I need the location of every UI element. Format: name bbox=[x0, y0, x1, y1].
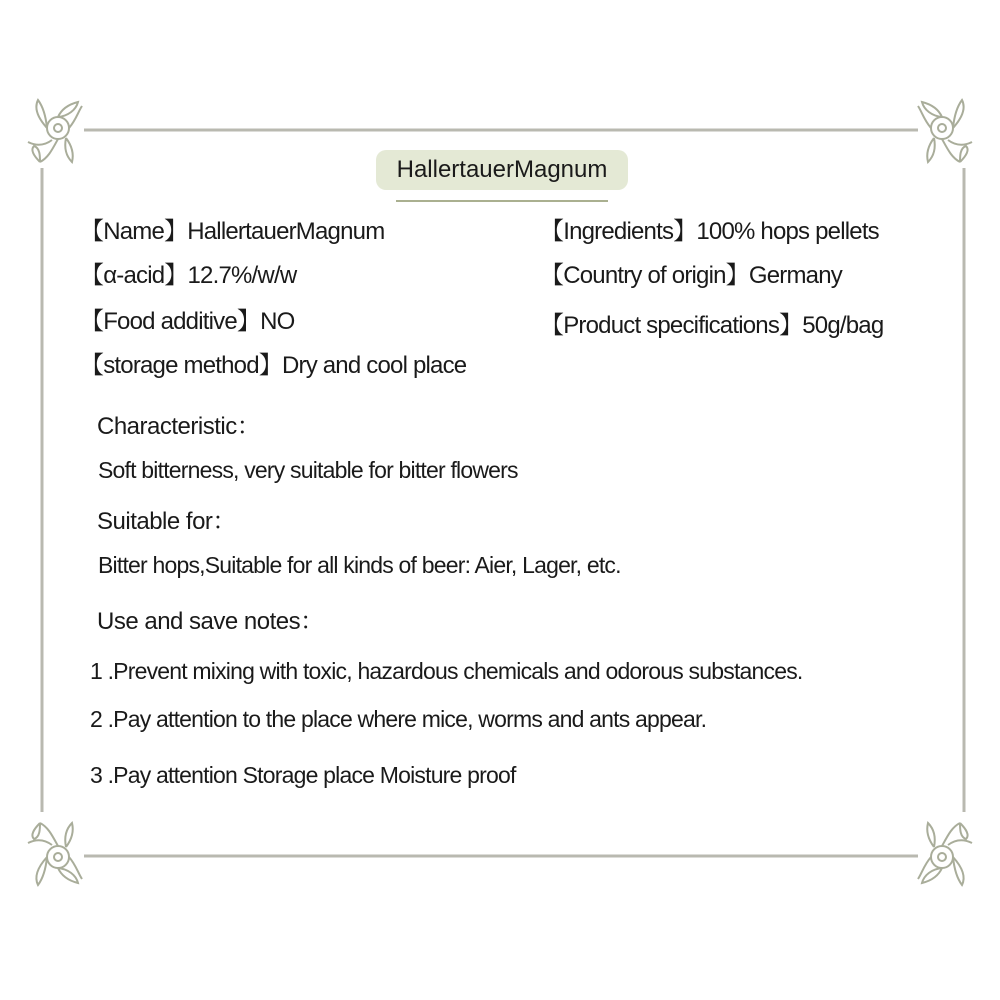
spec-storage-method: 【storage method】Dry and cool place bbox=[80, 352, 467, 379]
spec-product-specifications: 【Product specifications】50g/bag bbox=[540, 312, 884, 339]
suitable-heading: Suitable for： bbox=[97, 508, 236, 535]
characteristic-text: Soft bitterness, very suitable for bitter flowers bbox=[98, 457, 518, 483]
spec-alpha-acid: 【α-acid】12.7%/w/w bbox=[80, 262, 297, 289]
spec-ingredients: 【Ingredients】100% hops pellets bbox=[540, 218, 879, 245]
notes-heading: Use and save notes： bbox=[97, 608, 324, 635]
suitable-text: Bitter hops,Suitable for all kinds of beer: Aier, Lager, etc. bbox=[98, 552, 621, 578]
spec-country-of-origin: 【Country of origin】Germany bbox=[540, 262, 842, 289]
note-item: 2 .Pay attention to the place where mice, worms and ants appear. bbox=[90, 706, 707, 732]
spec-food-additive: 【Food additive】NO bbox=[80, 308, 295, 335]
note-item: 1 .Prevent mixing with toxic, hazardous chemicals and odorous substances. bbox=[90, 658, 803, 684]
note-item: 3 .Pay attention Storage place Moisture proof bbox=[90, 762, 516, 788]
product-title: HallertauerMagnum bbox=[376, 150, 628, 190]
title-underline bbox=[396, 200, 608, 202]
floral-ornament-icon bbox=[28, 100, 82, 162]
spec-name: 【Name】HallertauerMagnum bbox=[80, 218, 385, 245]
characteristic-heading: Characteristic： bbox=[97, 413, 261, 440]
